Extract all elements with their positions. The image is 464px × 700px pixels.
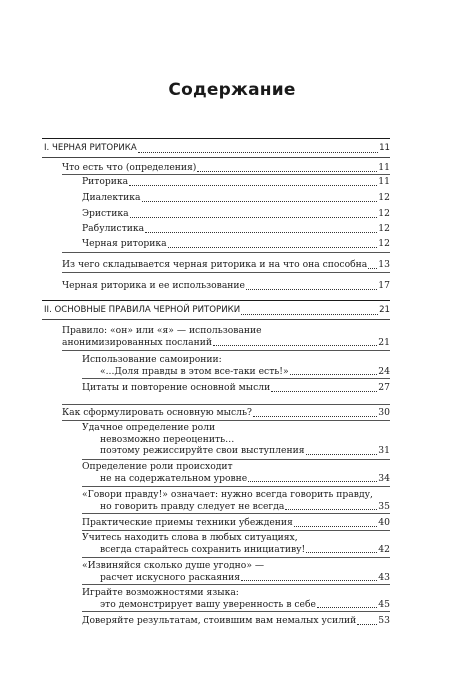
toc-entry[interactable] (62, 259, 390, 271)
toc-label: «...Доля правды в этом все-таки есть!» (100, 365, 289, 377)
dot-leader (290, 374, 378, 375)
toc-page: 40 (378, 517, 390, 528)
toc-page: 53 (378, 615, 390, 626)
toc-label: Диалектика (82, 192, 141, 203)
toc-entry[interactable] (62, 407, 390, 419)
toc-label: Определение роли происходит (82, 461, 233, 472)
entry-divider (82, 557, 390, 558)
toc-label: поэтому режиссируйте свои выступления (100, 445, 305, 456)
toc-entry[interactable] (82, 532, 390, 555)
entry-divider (82, 513, 390, 514)
page-title: Содержание (168, 80, 296, 100)
toc-entry[interactable] (62, 280, 390, 292)
toc-section-2[interactable] (44, 305, 390, 317)
toc-page: 34 (378, 472, 390, 484)
toc-label: Цитаты и повторение основной мысли (82, 382, 271, 393)
dot-leader (142, 201, 378, 202)
toc-page: 11 (378, 176, 390, 187)
toc-page: 43 (378, 571, 390, 583)
dot-leader (246, 289, 377, 290)
toc-label: I. ЧЕРНАЯ РИТОРИКА (44, 143, 137, 153)
toc-label: невозможно переоценить… (100, 433, 235, 445)
toc-label: анонимизированных посланий (62, 336, 212, 348)
toc-page: 35 (378, 500, 390, 512)
entry-divider (62, 252, 390, 253)
toc-label: II. ОСНОВНЫЕ ПРАВИЛА ЧЕРНОЙ РИТОРИКИ (44, 305, 241, 315)
entry-divider (62, 272, 390, 273)
toc-label: но говорить правду следует не всегда (100, 500, 285, 512)
toc-page: 30 (378, 407, 390, 418)
entry-divider (82, 486, 390, 487)
toc-entry[interactable] (82, 560, 390, 583)
dot-leader (145, 232, 377, 233)
toc-section-1[interactable] (44, 143, 390, 155)
toc-label: Рабулистика (82, 223, 145, 234)
toc-entry[interactable] (82, 176, 390, 188)
dot-leader (306, 454, 378, 455)
toc-page: 21 (378, 336, 390, 348)
toc-label: это демонстрирует вашу уверенность в себе (100, 598, 316, 610)
toc-entry[interactable] (62, 325, 390, 348)
toc-label: «Извиняйся сколько душе угодно» — (82, 560, 265, 571)
toc-page: 42 (378, 543, 390, 555)
toc-entry[interactable] (82, 238, 390, 250)
toc-label: Что есть что (определения) (62, 162, 197, 173)
section-divider (42, 319, 390, 320)
toc-label: Черная риторика и ее использование (62, 280, 245, 291)
toc-entry[interactable] (82, 382, 390, 394)
dot-leader (357, 624, 377, 625)
toc-entry[interactable] (82, 422, 390, 457)
toc-label: Как сформулировать основную мысль? (62, 407, 252, 418)
dot-leader (213, 345, 377, 346)
dot-leader (294, 526, 377, 527)
dot-leader (285, 509, 377, 510)
section-divider (42, 138, 390, 139)
toc-page: 12 (378, 238, 390, 249)
toc-label: Учитесь находить слова в любых ситуациях, (82, 532, 298, 543)
entry-divider (62, 404, 390, 405)
toc-label: Черная риторика (82, 238, 167, 249)
toc-page: 24 (378, 365, 390, 377)
toc-page: 11 (378, 162, 390, 173)
toc-label: не на содержательном уровне (100, 472, 248, 484)
toc-entry[interactable] (82, 354, 390, 377)
toc-entry[interactable] (82, 615, 390, 627)
toc-entry[interactable] (82, 587, 390, 610)
entry-divider (62, 174, 390, 175)
toc-entry[interactable] (82, 461, 390, 484)
dot-leader (241, 314, 378, 315)
toc-page: 11 (379, 143, 390, 153)
toc-label: Играйте возможностями языка: (82, 587, 239, 598)
entry-divider (82, 611, 390, 612)
dot-leader (138, 152, 378, 153)
dot-leader (197, 171, 377, 172)
toc-page: 12 (378, 223, 390, 234)
dot-leader (241, 580, 377, 581)
section-divider (42, 157, 390, 158)
toc-page: 12 (378, 192, 390, 203)
toc-label: «Говори правду!» означает: нужно всегда говорить правду, (82, 489, 373, 500)
toc-entry[interactable] (82, 223, 390, 235)
toc-entry[interactable] (82, 192, 390, 204)
toc-label: Практические приемы техники убеждения (82, 517, 293, 528)
toc-entry[interactable] (82, 517, 390, 529)
entry-divider (82, 530, 390, 531)
toc-page: 21 (379, 305, 390, 315)
entry-divider (62, 350, 390, 351)
toc-page: 31 (378, 445, 390, 456)
toc-label: расчет искусного раскаяния (100, 571, 241, 583)
toc-label: Доверяйте результатам, стоившим вам немалых усилий (82, 615, 357, 626)
toc-page: 45 (378, 598, 390, 610)
entry-divider (82, 584, 390, 585)
entry-divider (62, 420, 390, 421)
dot-leader (368, 268, 377, 269)
toc-label: Удачное определение роли (82, 422, 216, 433)
dot-leader (248, 481, 377, 482)
toc-label: Правило: «он» или «я» — использование (62, 325, 262, 336)
toc-entry[interactable] (82, 208, 390, 220)
toc-page: 27 (378, 382, 390, 393)
toc-label: Из чего складывается черная риторика и на что она способна (62, 259, 368, 270)
dot-leader (317, 607, 377, 608)
toc-label: всегда старайтесь сохранить инициативу! (100, 543, 306, 555)
dot-leader (271, 391, 377, 392)
dot-leader (306, 552, 377, 553)
toc-page: 12 (378, 208, 390, 219)
toc-page: 17 (378, 280, 390, 291)
toc-entry[interactable] (62, 162, 390, 174)
toc-label: Риторика (82, 176, 129, 187)
toc-label: Эристика (82, 208, 129, 219)
section-divider (42, 300, 390, 301)
dot-leader (129, 185, 377, 186)
toc-label: Использование самоиронии: (82, 354, 222, 365)
dot-leader (130, 217, 378, 218)
toc-entry[interactable] (82, 489, 390, 512)
entry-divider (82, 378, 390, 379)
entry-divider (82, 459, 390, 460)
toc-page: 13 (378, 259, 390, 270)
dot-leader (168, 247, 378, 248)
dot-leader (253, 416, 377, 417)
